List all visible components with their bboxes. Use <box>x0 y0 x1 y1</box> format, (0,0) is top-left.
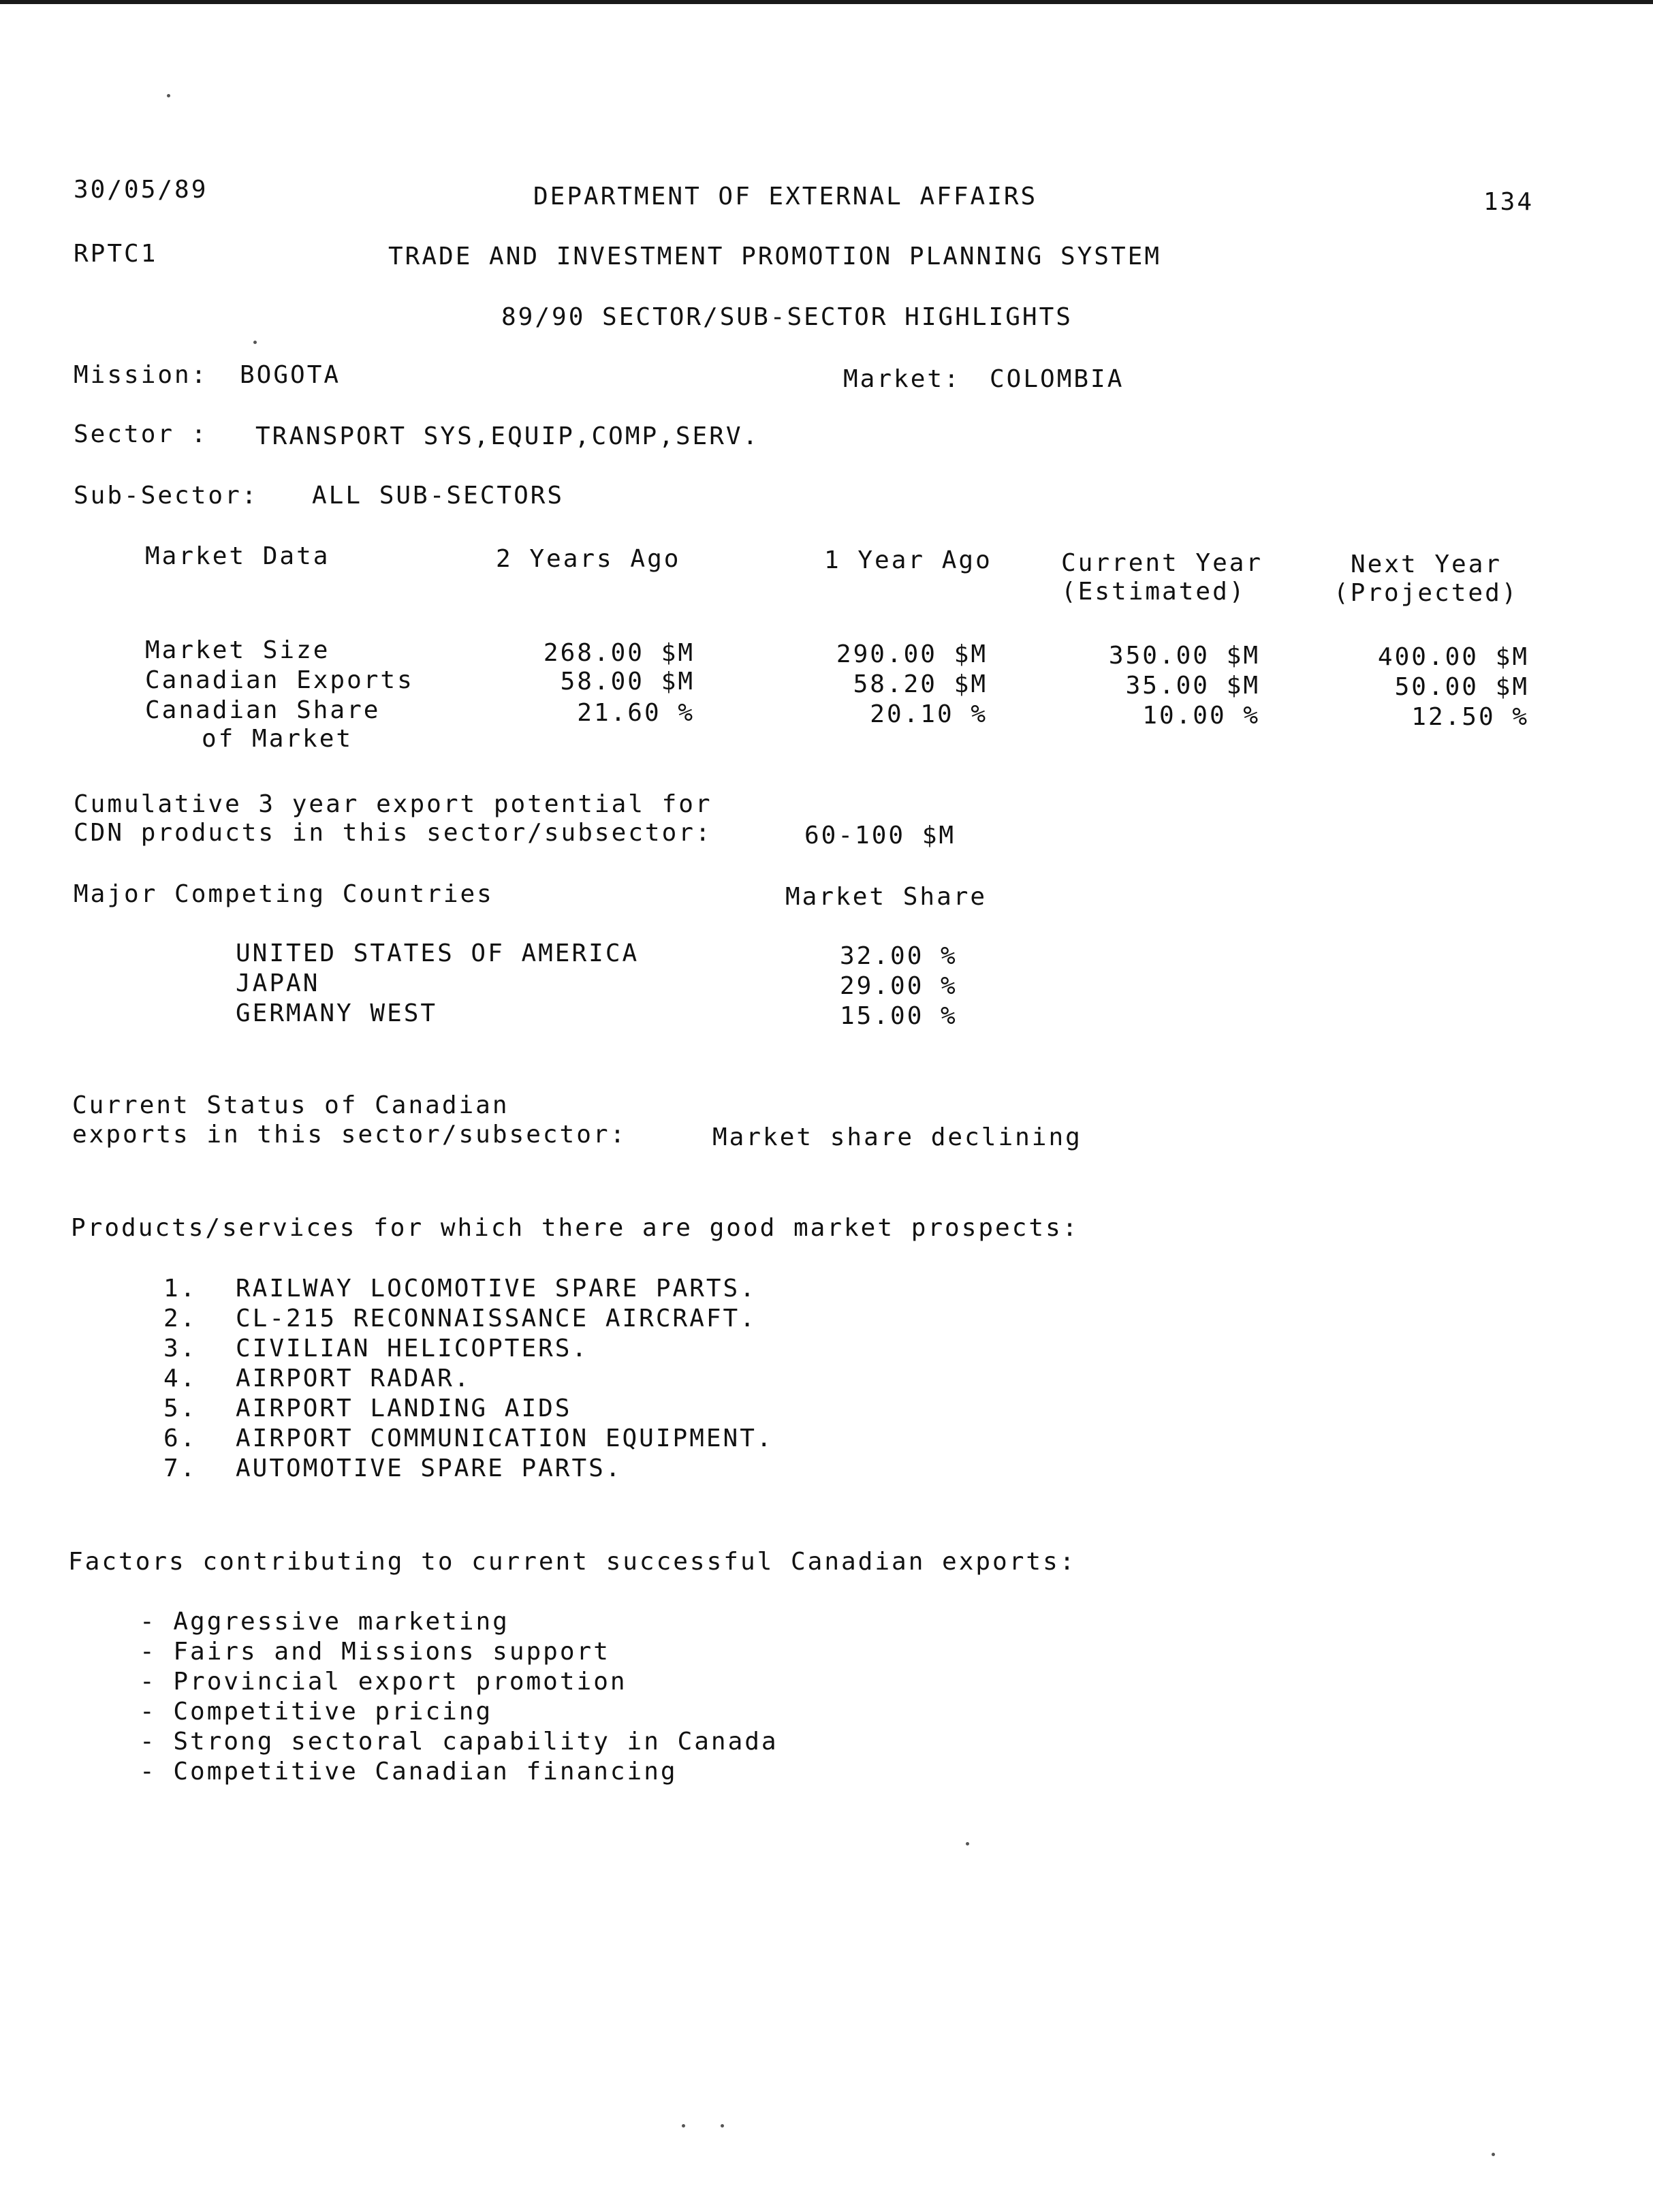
product-number: 6. <box>163 1424 198 1452</box>
product-number: 1. <box>163 1275 198 1303</box>
scan-speck <box>721 2124 724 2128</box>
competitors-header: Major Competing Countries <box>74 880 494 908</box>
scan-speck <box>253 341 257 344</box>
next-year-header: Next Year <box>1351 550 1502 578</box>
mission-value: BOGOTA <box>240 361 341 389</box>
factor-item: - Aggressive marketing <box>140 1608 509 1636</box>
next-year-subheader: (Projected) <box>1334 579 1519 607</box>
market-value: COLOMBIA <box>990 365 1124 393</box>
report-date: 30/05/89 <box>74 176 208 204</box>
market-label: Market: <box>843 365 961 393</box>
status-line2: exports in this sector/subsector: <box>72 1121 627 1149</box>
exports-current: 35.00 $M <box>1125 672 1260 700</box>
product-number: 5. <box>163 1395 198 1422</box>
product-item: CL-215 RECONNAISSANCE AIRCRAFT. <box>236 1305 757 1333</box>
exports-next: 50.00 $M <box>1394 673 1529 701</box>
factor-item: - Competitive pricing <box>140 1698 493 1726</box>
report-title: 89/90 SECTOR/SUB-SECTOR HIGHLIGHTS <box>501 303 1073 331</box>
sector-label: Sector : <box>74 420 208 448</box>
factors-heading: Factors contributing to current successful Canadian exports: <box>68 1548 1077 1576</box>
potential-line1: Cumulative 3 year export potential for <box>74 790 712 818</box>
product-item: AIRPORT COMMUNICATION EQUIPMENT. <box>236 1424 774 1452</box>
sector-value: TRANSPORT SYS,EQUIP,COMP,SERV. <box>255 422 760 450</box>
market-size-2y: 268.00 $M <box>543 639 695 667</box>
current-year-subheader: (Estimated) <box>1061 578 1246 606</box>
competitor-country: UNITED STATES OF AMERICA <box>236 939 640 967</box>
potential-line2: CDN products in this sector/subsector: <box>74 819 712 847</box>
subsector-value: ALL SUB-SECTORS <box>312 482 565 510</box>
share-current: 10.00 % <box>1142 702 1260 730</box>
system-name: TRADE AND INVESTMENT PROMOTION PLANNING SYSTEM <box>388 243 1161 270</box>
share-next: 12.50 % <box>1411 703 1529 731</box>
competitor-share: 29.00 % <box>840 972 958 1000</box>
mission-label: Mission: <box>74 361 208 389</box>
page-number: 134 <box>1483 188 1534 216</box>
competitor-country: GERMANY WEST <box>236 999 438 1027</box>
status-value: Market share declining <box>712 1123 1082 1151</box>
factor-item: - Provincial export promotion <box>140 1668 627 1696</box>
exports-1y: 58.20 $M <box>853 670 988 698</box>
market-share-header: Market Share <box>785 883 988 911</box>
two-years-ago-header: 2 Years Ago <box>496 545 681 573</box>
subsector-label: Sub-Sector: <box>74 482 259 510</box>
share-1y: 20.10 % <box>870 700 988 728</box>
row-label-canadian-share: Canadian Share <box>145 696 381 724</box>
one-year-ago-header: 1 Year Ago <box>824 546 992 574</box>
scan-speck <box>682 2124 685 2128</box>
factor-item: - Strong sectoral capability in Canada <box>140 1728 778 1756</box>
product-number: 4. <box>163 1365 198 1392</box>
current-year-header: Current Year <box>1061 549 1263 577</box>
scan-speck <box>966 1842 969 1845</box>
market-data-header: Market Data <box>145 542 330 570</box>
product-item: RAILWAY LOCOMOTIVE SPARE PARTS. <box>236 1275 757 1303</box>
department-name: DEPARTMENT OF EXTERNAL AFFAIRS <box>533 183 1038 211</box>
market-size-next: 400.00 $M <box>1377 643 1529 671</box>
product-number: 7. <box>163 1454 198 1482</box>
scan-edge-bar <box>0 0 1653 4</box>
status-line1: Current Status of Canadian <box>72 1091 509 1119</box>
row-label-market-size: Market Size <box>145 636 330 664</box>
product-item: AIRPORT LANDING AIDS <box>236 1395 572 1422</box>
products-heading: Products/services for which there are good market prospects: <box>71 1214 1080 1242</box>
product-item: AUTOMOTIVE SPARE PARTS. <box>236 1454 623 1482</box>
row-label-of-market: of Market <box>202 725 353 753</box>
product-item: AIRPORT RADAR. <box>236 1365 471 1392</box>
row-label-canadian-exports: Canadian Exports <box>145 666 414 694</box>
market-size-1y: 290.00 $M <box>836 640 988 668</box>
product-number: 3. <box>163 1335 198 1362</box>
report-code: RPTC1 <box>74 240 158 268</box>
scan-speck <box>167 94 170 97</box>
factor-item: - Competitive Canadian financing <box>140 1758 678 1786</box>
share-2y: 21.60 % <box>577 699 695 727</box>
product-item: CIVILIAN HELICOPTERS. <box>236 1335 589 1362</box>
market-size-current: 350.00 $M <box>1108 642 1260 670</box>
competitor-share: 15.00 % <box>840 1002 958 1030</box>
factor-item: - Fairs and Missions support <box>140 1638 610 1666</box>
competitor-share: 32.00 % <box>840 942 958 970</box>
scan-speck <box>1492 2153 1495 2156</box>
potential-value: 60-100 $M <box>804 822 956 850</box>
exports-2y: 58.00 $M <box>560 668 695 696</box>
product-number: 2. <box>163 1305 198 1333</box>
competitor-country: JAPAN <box>236 969 320 997</box>
